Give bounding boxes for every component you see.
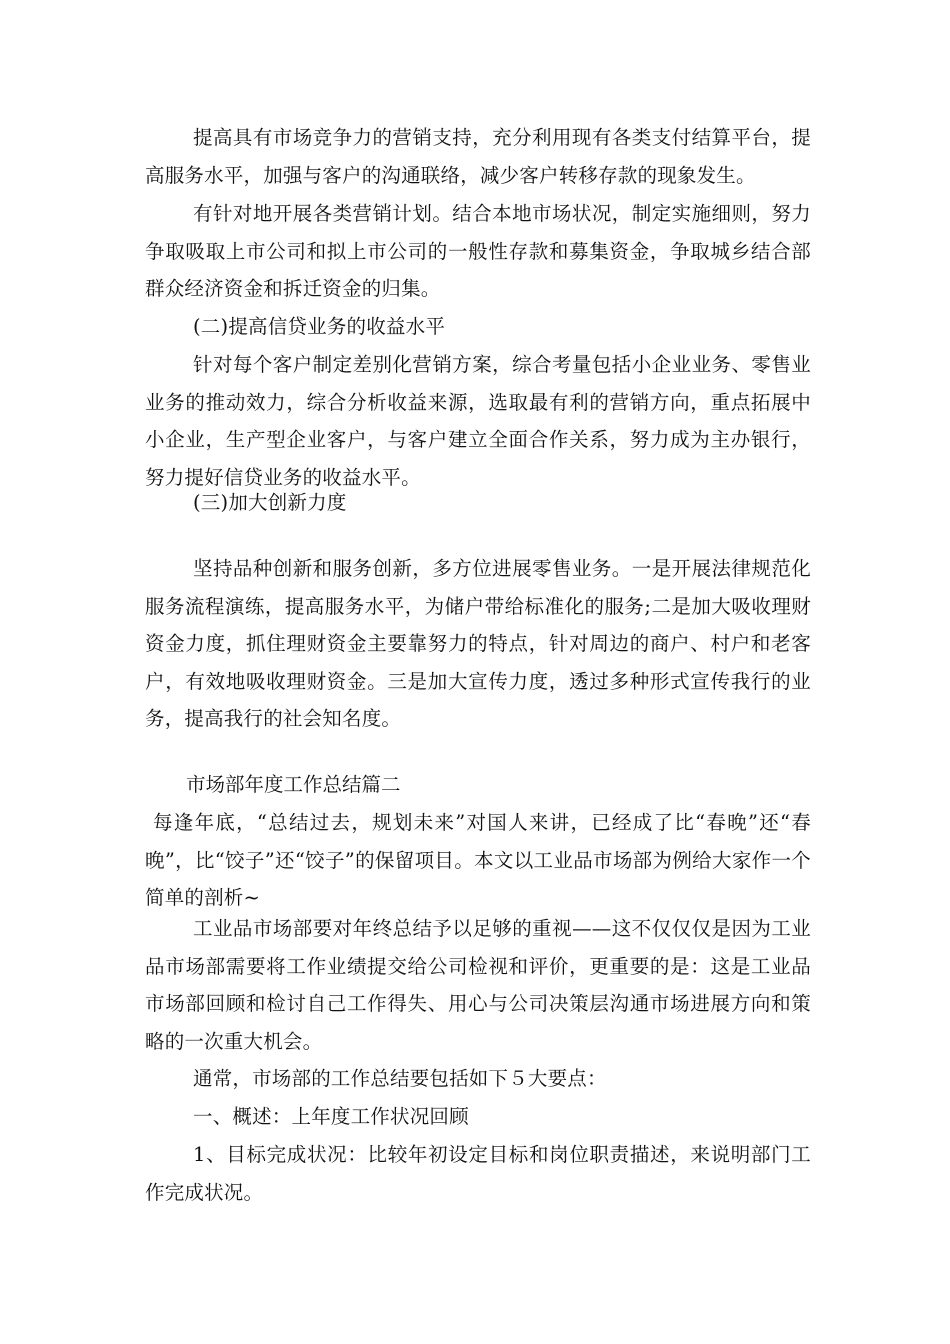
article-title: 市场部年度工作总结篇二 (186, 773, 401, 796)
section-heading-credit: (二)提高信贷业务的收益水平 (193, 315, 446, 338)
section-heading-innovation: (三)加大创新力度 (193, 491, 347, 514)
paragraph-support: 提高具有市场竞争力的营销支持，充分利用现有各类支付结算平台，提高服务水平，加强与客户的沟通联络，减少客户转移存款的现象发生。 (145, 126, 811, 187)
paragraph-importance: 工业品市场部要对年终总结予以足够的重视——这不仅仅仅是因为工业品市场部需要将工作业绩提交给公司检视和评价，更重要的是：这是工业品市场部回顾和检讨自己工作得失、用心与公司决策层沟通市场进展方向和策略的一次重大机会。 (145, 917, 811, 1053)
paragraph-key-points: 通常，市场部的工作总结要包括如下５大要点： (193, 1067, 607, 1090)
paragraph-marketing-plan: 有针对地开展各类营销计划。结合本地市场状况，制定实施细则，努力争取吸取上市公司和拟上市公司的一般性存款和募集资金，争取城乡结合部群众经济资金和拆迁资金的归集。 (145, 202, 811, 301)
paragraph-credit: 针对每个客户制定差别化营销方案，综合考量包括小企业业务、零售业业务的推动效力，综合分析收益来源，选取最有利的营销方向，重点拓展中小企业，生产型企业客户，与客户建立全面合作关系，努力成为主办银行，努力提好信贷业务的收益水平。 (145, 353, 811, 489)
paragraph-innovation: 坚持品种创新和服务创新，多方位进展零售业务。一是开展法律规范化服务流程演练，提高服务水平，为储户带给标准化的服务;二是加大吸收理财资金力度，抓住理财资金主要靠努力的特点，针对周边的商户、村户和老客户，有效地吸收理财资金。三是加大宣传力度，透过多种形式宣传我行的业务，提高我行的社会知名度。 (145, 557, 811, 731)
section-heading-overview: 一、概述：上年度工作状况回顾 (193, 1105, 469, 1128)
paragraph-intro: 每逢年底，“总结过去，规划未来”对国人来讲，已经成了比“春晚”还“春晚”，比“饺子”还“饺子”的保留项目。本文以工业品市场部为例给大家作一个简单的剖析~ (145, 811, 811, 910)
paragraph-goal-completion: 1、目标完成状况：比较年初设定目标和岗位职责描述，来说明部门工作完成状况。 (145, 1143, 811, 1204)
